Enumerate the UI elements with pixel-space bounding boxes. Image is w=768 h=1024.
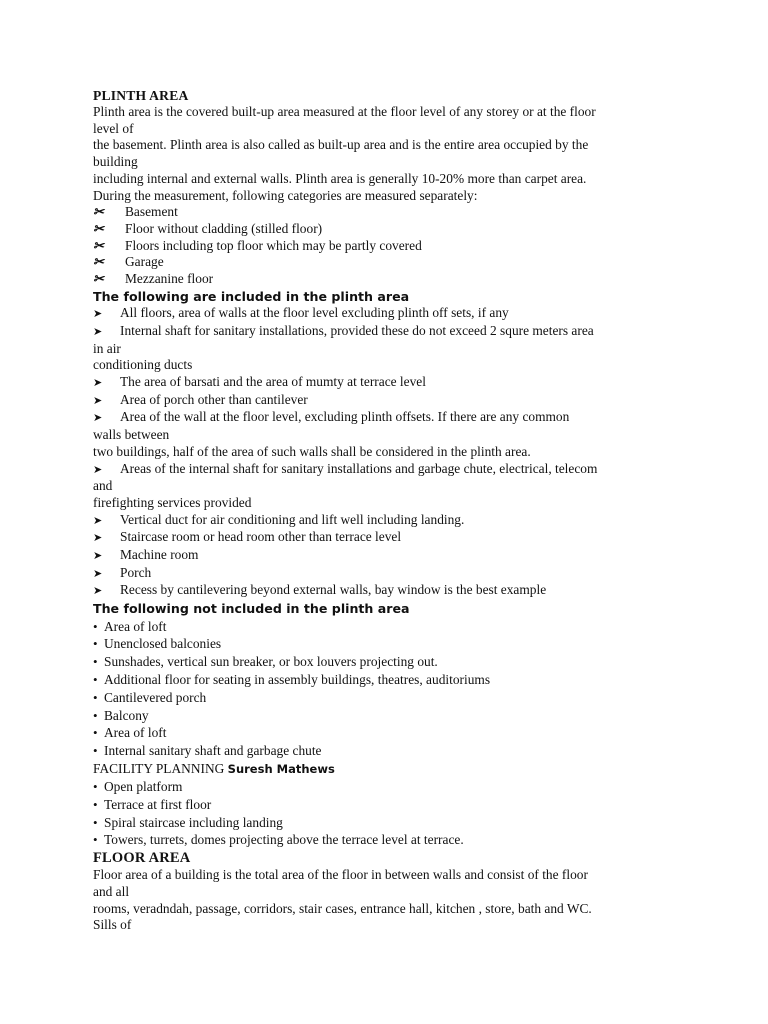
floor-area-paragraph	[93, 867, 683, 934]
list-item	[93, 305, 683, 323]
list-item	[93, 742, 683, 760]
list-item-text: Area of the wall at the floor level, excluding plinth offsets. If there are any common	[120, 409, 570, 425]
list-item-text: Area of loft	[104, 725, 167, 741]
list-item-text: Balcony	[104, 707, 149, 723]
bullet-icon: •	[93, 672, 98, 688]
list-item-continuation: walls between	[93, 427, 170, 443]
bullet-icon: •	[93, 689, 98, 705]
not-included-list	[93, 618, 683, 760]
list-item	[93, 238, 683, 255]
paragraph-line: rooms, veradndah, passage, corridors, stair cases, entrance hall, kitchen , store, bath and WC.	[93, 900, 592, 916]
list-item-text: Vertical duct for air conditioning and lift well including landing.	[120, 511, 465, 527]
list-item	[93, 204, 683, 221]
list-item-text: Floors including top floor which may be partly covered	[125, 237, 422, 253]
list-item-text: Porch	[120, 564, 152, 580]
included-list	[93, 305, 683, 600]
list-item	[93, 831, 683, 849]
footer-author: Suresh Mathews	[227, 762, 335, 777]
list-item-text: Open platform	[104, 779, 183, 795]
arrowhead-icon: ➤	[93, 412, 103, 425]
paragraph-line: the basement. Plinth area is also called as built-up area and is the entire area occupied by the	[93, 137, 589, 153]
document-page	[93, 87, 683, 934]
not-included-list-continued	[93, 778, 683, 849]
list-item	[93, 689, 683, 707]
list-item	[93, 529, 683, 547]
paragraph-line: level of	[93, 120, 134, 136]
arrowhead-icon: ➤	[93, 585, 103, 598]
list-item	[93, 778, 683, 796]
plinth-area-paragraph	[93, 104, 683, 204]
list-item-text: All floors, area of walls at the floor level excluding plinth off sets, if any	[120, 305, 509, 321]
list-item-text: Additional floor for seating in assembly buildings, theatres, auditoriums	[104, 672, 491, 688]
list-item-text: Machine room	[120, 547, 199, 563]
arrowhead-icon: ➤	[93, 325, 103, 338]
list-item	[93, 461, 683, 512]
arrowhead-icon: ➤	[93, 532, 103, 545]
arrowhead-icon: ➤	[93, 514, 103, 527]
footer-label: FACILITY PLANNING	[93, 761, 225, 777]
arrowhead-icon: ➤	[93, 463, 103, 476]
list-item-text: Internal sanitary shaft and garbage chute	[104, 743, 322, 759]
list-item-text: Recess by cantilevering beyond external walls, bay window is the best example	[120, 582, 547, 598]
list-item-text: Towers, turrets, domes projecting above the terrace level at terrace.	[104, 832, 464, 848]
list-item	[93, 374, 683, 392]
list-item	[93, 635, 683, 653]
list-item	[93, 254, 683, 271]
arrowhead-icon: ➤	[93, 550, 103, 563]
list-item-text: Spiral staircase including landing	[104, 814, 283, 830]
bullet-icon: •	[93, 618, 98, 634]
floor-area-heading: FLOOR AREA	[93, 850, 191, 867]
page-footer-line	[93, 760, 683, 778]
list-item	[93, 796, 683, 814]
list-item	[93, 653, 683, 671]
bullet-icon: •	[93, 832, 98, 848]
list-item-text: Floor without cladding (stilled floor)	[125, 220, 323, 236]
list-item-continuation: conditioning ducts	[93, 357, 193, 373]
list-item	[93, 814, 683, 832]
paragraph-line: building	[93, 154, 138, 170]
arrowhead-icon: ➤	[93, 308, 103, 321]
list-item-text: Terrace at first floor	[104, 796, 212, 812]
measured-categories-list	[93, 204, 683, 288]
scissors-icon: ✂	[93, 271, 104, 287]
scissors-icon: ✂	[93, 254, 104, 270]
arrowhead-icon: ➤	[93, 567, 103, 580]
list-item	[93, 671, 683, 689]
list-item	[93, 323, 683, 374]
list-item	[93, 707, 683, 725]
list-item-text: Internal shaft for sanitary installations, provided these do not exceed 2 squre meters area	[120, 322, 594, 338]
bullet-icon: •	[93, 654, 98, 670]
list-item	[93, 392, 683, 410]
list-item-text: Areas of the internal shaft for sanitary installations and garbage chute, electrical, telecom	[120, 460, 598, 476]
paragraph-line: including internal and external walls. Plinth area is generally 10-20% more than carpet area.	[93, 170, 587, 186]
list-item	[93, 271, 683, 288]
bullet-icon: •	[93, 707, 98, 723]
list-item	[93, 512, 683, 530]
list-item-text: The area of barsati and the area of mumty at terrace level	[120, 374, 426, 390]
bullet-icon: •	[93, 743, 98, 759]
list-item	[93, 547, 683, 565]
paragraph-line: Plinth area is the covered built-up area measured at the floor level of any storey or at the floor	[93, 104, 596, 119]
paragraph-line: Floor area of a building is the total area of the floor in between walls and consist of the floor	[93, 867, 588, 883]
list-item	[93, 409, 683, 460]
arrowhead-icon: ➤	[93, 377, 103, 390]
list-item	[93, 618, 683, 636]
not-included-heading: The following not included in the plinth area	[93, 601, 410, 617]
list-item	[93, 724, 683, 742]
list-item-text: Sunshades, vertical sun breaker, or box louvers projecting out.	[104, 654, 438, 670]
scissors-icon: ✂	[93, 237, 104, 253]
included-heading: The following are included in the plinth area	[93, 288, 410, 304]
bullet-icon: •	[93, 725, 98, 741]
list-item-text: Mezzanine floor	[125, 271, 214, 287]
list-item	[93, 582, 683, 600]
bullet-icon: •	[93, 636, 98, 652]
list-item	[93, 565, 683, 583]
bullet-icon: •	[93, 779, 98, 795]
list-item-text: Cantilevered porch	[104, 689, 207, 705]
list-item-text: Staircase room or head room other than terrace level	[120, 529, 402, 545]
list-item-text: Basement	[125, 204, 178, 220]
list-item-text: Garage	[125, 254, 164, 270]
list-item-text: Unenclosed balconies	[104, 636, 222, 652]
list-item-text: Area of loft	[104, 618, 167, 634]
list-item-text: Area of porch other than cantilever	[120, 391, 308, 407]
plinth-area-heading: PLINTH AREA	[93, 88, 189, 103]
arrowhead-icon: ➤	[93, 394, 103, 407]
list-item-continuation: two buildings, half of the area of such walls shall be considered in the plinth area.	[93, 443, 531, 459]
scissors-icon: ✂	[93, 220, 104, 236]
list-item-continuation: in air	[93, 340, 121, 356]
paragraph-line: During the measurement, following categories are measured separately:	[93, 187, 478, 203]
list-item	[93, 221, 683, 238]
list-item-continuation: firefighting services provided	[93, 494, 252, 510]
list-item-continuation: and	[93, 478, 113, 494]
bullet-icon: •	[93, 796, 98, 812]
scissors-icon: ✂	[93, 204, 104, 220]
bullet-icon: •	[93, 814, 98, 830]
paragraph-line: Sills of	[93, 917, 132, 933]
paragraph-line: and all	[93, 883, 130, 899]
